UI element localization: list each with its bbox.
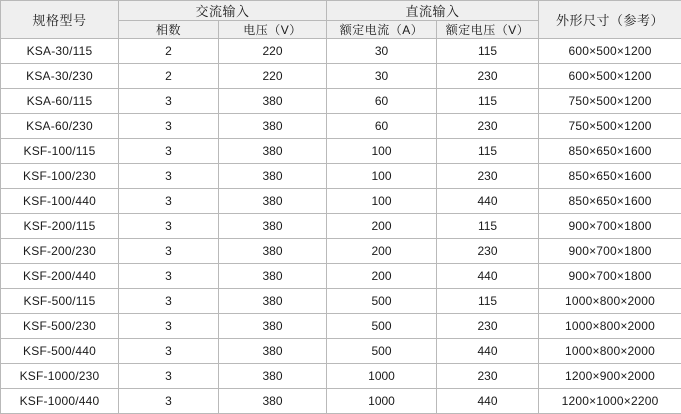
cell-ac-voltage: 380 xyxy=(219,314,327,339)
table-row xyxy=(1,139,681,164)
cell-rated-current: 200 xyxy=(327,214,437,239)
cell-rated-current: 60 xyxy=(327,114,437,139)
table-header xyxy=(1,1,681,39)
header-phase: 相数 xyxy=(119,21,219,39)
table-row xyxy=(1,314,681,339)
cell-model: KSF-100/440 xyxy=(1,189,119,214)
cell-rated-voltage: 230 xyxy=(437,314,539,339)
cell-phase: 3 xyxy=(119,239,219,264)
cell-ac-voltage: 380 xyxy=(219,114,327,139)
table-row xyxy=(1,39,681,64)
cell-phase: 3 xyxy=(119,339,219,364)
cell-phase: 3 xyxy=(119,314,219,339)
cell-ac-voltage: 380 xyxy=(219,364,327,389)
cell-rated-voltage: 230 xyxy=(437,64,539,89)
cell-rated-current: 500 xyxy=(327,289,437,314)
cell-rated-current: 500 xyxy=(327,339,437,364)
header-ac-voltage: 电压（V） xyxy=(219,21,327,39)
cell-phase: 3 xyxy=(119,139,219,164)
cell-rated-voltage: 230 xyxy=(437,114,539,139)
cell-rated-current: 200 xyxy=(327,239,437,264)
table-row xyxy=(1,339,681,364)
cell-rated-voltage: 440 xyxy=(437,389,539,414)
cell-model: KSF-200/440 xyxy=(1,264,119,289)
table-row xyxy=(1,64,681,89)
cell-rated-current: 30 xyxy=(327,39,437,64)
cell-model: KSA-60/115 xyxy=(1,89,119,114)
cell-model: KSF-200/230 xyxy=(1,239,119,264)
cell-ac-voltage: 380 xyxy=(219,264,327,289)
cell-dimensions: 850×650×1600 xyxy=(539,139,681,164)
table-row xyxy=(1,389,681,414)
cell-ac-voltage: 220 xyxy=(219,64,327,89)
cell-ac-voltage: 380 xyxy=(219,239,327,264)
cell-dimensions: 850×650×1600 xyxy=(539,189,681,214)
cell-ac-voltage: 380 xyxy=(219,389,327,414)
cell-rated-voltage: 115 xyxy=(437,39,539,64)
cell-phase: 3 xyxy=(119,114,219,139)
cell-phase: 2 xyxy=(119,39,219,64)
cell-rated-current: 1000 xyxy=(327,389,437,414)
table-row xyxy=(1,89,681,114)
cell-ac-voltage: 380 xyxy=(219,189,327,214)
cell-dimensions: 1000×800×2000 xyxy=(539,289,681,314)
cell-model: KSF-200/115 xyxy=(1,214,119,239)
cell-rated-voltage: 115 xyxy=(437,289,539,314)
cell-model: KSF-100/115 xyxy=(1,139,119,164)
header-ac-input: 交流输入 xyxy=(119,1,327,21)
cell-ac-voltage: 380 xyxy=(219,289,327,314)
cell-dimensions: 1200×1000×2200 xyxy=(539,389,681,414)
cell-rated-current: 100 xyxy=(327,139,437,164)
header-rated-voltage: 额定电压（V） xyxy=(437,21,539,39)
cell-rated-voltage: 440 xyxy=(437,339,539,364)
cell-phase: 3 xyxy=(119,89,219,114)
table-row xyxy=(1,214,681,239)
cell-phase: 3 xyxy=(119,364,219,389)
cell-model: KSF-100/230 xyxy=(1,164,119,189)
cell-dimensions: 750×500×1200 xyxy=(539,114,681,139)
cell-dimensions: 750×500×1200 xyxy=(539,89,681,114)
cell-dimensions: 900×700×1800 xyxy=(539,214,681,239)
table-row xyxy=(1,164,681,189)
cell-dimensions: 1000×800×2000 xyxy=(539,339,681,364)
cell-dimensions: 600×500×1200 xyxy=(539,64,681,89)
cell-phase: 3 xyxy=(119,189,219,214)
cell-ac-voltage: 380 xyxy=(219,339,327,364)
cell-dimensions: 900×700×1800 xyxy=(539,264,681,289)
cell-phase: 3 xyxy=(119,389,219,414)
header-row-group xyxy=(1,1,681,21)
cell-rated-voltage: 230 xyxy=(437,164,539,189)
cell-rated-current: 500 xyxy=(327,314,437,339)
cell-ac-voltage: 220 xyxy=(219,39,327,64)
cell-rated-current: 100 xyxy=(327,164,437,189)
table-row xyxy=(1,289,681,314)
header-model: 规格型号 xyxy=(1,1,119,39)
cell-dimensions: 1000×800×2000 xyxy=(539,314,681,339)
table-row xyxy=(1,264,681,289)
cell-rated-voltage: 440 xyxy=(437,189,539,214)
table-row xyxy=(1,114,681,139)
cell-phase: 3 xyxy=(119,264,219,289)
table-row xyxy=(1,239,681,264)
cell-phase: 3 xyxy=(119,289,219,314)
header-dimensions: 外形尺寸（参考） xyxy=(539,1,681,39)
cell-model: KSF-500/230 xyxy=(1,314,119,339)
cell-rated-current: 60 xyxy=(327,89,437,114)
table-body xyxy=(1,39,681,414)
cell-model: KSF-1000/230 xyxy=(1,364,119,389)
cell-dimensions: 900×700×1800 xyxy=(539,239,681,264)
cell-phase: 2 xyxy=(119,64,219,89)
header-dc-input: 直流输入 xyxy=(327,1,539,21)
cell-rated-current: 200 xyxy=(327,264,437,289)
header-rated-current: 额定电流（A） xyxy=(327,21,437,39)
cell-dimensions: 600×500×1200 xyxy=(539,39,681,64)
cell-rated-current: 100 xyxy=(327,189,437,214)
cell-dimensions: 1200×900×2000 xyxy=(539,364,681,389)
cell-rated-voltage: 440 xyxy=(437,264,539,289)
cell-model: KSA-30/115 xyxy=(1,39,119,64)
cell-ac-voltage: 380 xyxy=(219,214,327,239)
cell-rated-voltage: 115 xyxy=(437,139,539,164)
cell-ac-voltage: 380 xyxy=(219,89,327,114)
cell-phase: 3 xyxy=(119,214,219,239)
cell-ac-voltage: 380 xyxy=(219,139,327,164)
cell-rated-voltage: 230 xyxy=(437,239,539,264)
cell-model: KSA-30/230 xyxy=(1,64,119,89)
cell-rated-voltage: 115 xyxy=(437,214,539,239)
cell-model: KSF-500/440 xyxy=(1,339,119,364)
cell-rated-current: 1000 xyxy=(327,364,437,389)
cell-rated-voltage: 230 xyxy=(437,364,539,389)
cell-model: KSF-500/115 xyxy=(1,289,119,314)
cell-phase: 3 xyxy=(119,164,219,189)
cell-model: KSF-1000/440 xyxy=(1,389,119,414)
cell-dimensions: 850×650×1600 xyxy=(539,164,681,189)
cell-model: KSA-60/230 xyxy=(1,114,119,139)
cell-rated-voltage: 115 xyxy=(437,89,539,114)
table-row xyxy=(1,364,681,389)
table-row xyxy=(1,189,681,214)
cell-rated-current: 30 xyxy=(327,64,437,89)
cell-ac-voltage: 380 xyxy=(219,164,327,189)
